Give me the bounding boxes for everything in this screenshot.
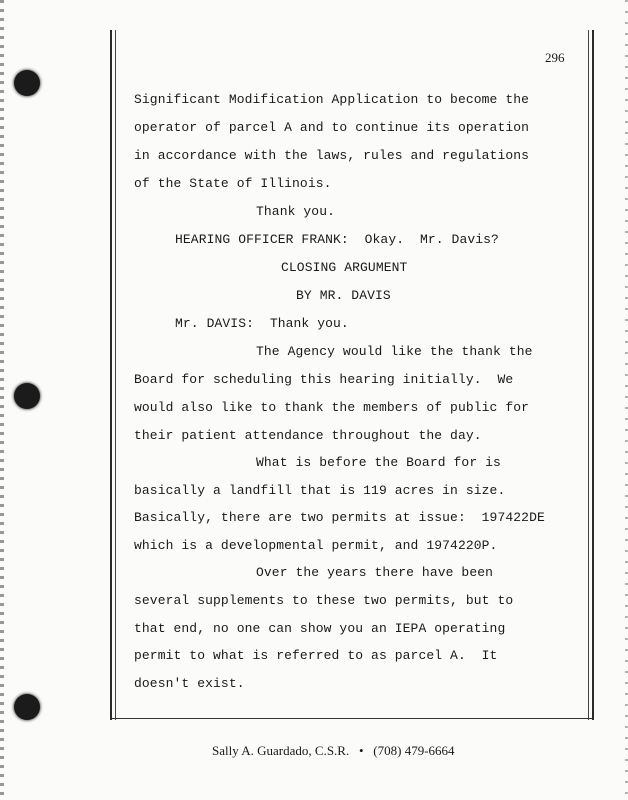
transcript-line: several supplements to these two permits, but to xyxy=(134,593,514,608)
transcript-line: permit to what is referred to as parcel A. It xyxy=(134,648,498,663)
section-heading: CLOSING ARGUMENT xyxy=(281,260,408,275)
transcript-line: doesn't exist. xyxy=(134,676,245,691)
section-subheading: BY MR. DAVIS xyxy=(296,288,391,303)
transcript-line: Significant Modification Application to become the xyxy=(134,92,530,107)
page-bottom-rule xyxy=(110,718,594,719)
scan-edge-left xyxy=(0,0,4,800)
transcript-line: their patient attendance throughout the day. xyxy=(134,428,482,443)
binder-hole-bottom xyxy=(14,694,40,720)
transcript-line: operator of parcel A and to continue its operation xyxy=(134,120,530,135)
speaker-line: Mr. DAVIS: Thank you. xyxy=(175,316,349,331)
transcript-line: would also like to thank the members of public for xyxy=(134,400,530,415)
reporter-footer xyxy=(212,743,455,759)
transcript-line: Over the years there have been xyxy=(256,565,494,580)
speaker-line: HEARING OFFICER FRANK: Okay. Mr. Davis? xyxy=(175,232,499,247)
reporter-phone: (708) 479-6664 xyxy=(373,743,455,758)
transcript-line: The Agency would like the thank the xyxy=(256,344,533,359)
transcript-line: Board for scheduling this hearing initially. We xyxy=(134,372,514,387)
transcript-line: basically a landfill that is 119 acres in size. xyxy=(134,483,506,498)
footer-bullet: • xyxy=(358,743,364,758)
reporter-name: Sally A. Guardado, C.S.R. xyxy=(212,743,350,758)
transcript-line: which is a developmental permit, and 1974220P. xyxy=(134,538,498,553)
transcript-line: Thank you. xyxy=(256,204,336,219)
transcript-line: in accordance with the laws, rules and regulations xyxy=(134,148,530,163)
binder-hole-middle xyxy=(14,383,40,409)
transcript-line: Basically, there are two permits at issue: 197422DE xyxy=(134,510,545,525)
binder-hole-top xyxy=(14,70,40,96)
page-number: 296 xyxy=(545,50,565,65)
transcript-line: that end, no one can show you an IEPA operating xyxy=(134,621,506,636)
transcript-line: of the State of Illinois. xyxy=(134,176,332,191)
transcript-line: What is before the Board for is xyxy=(256,455,501,470)
